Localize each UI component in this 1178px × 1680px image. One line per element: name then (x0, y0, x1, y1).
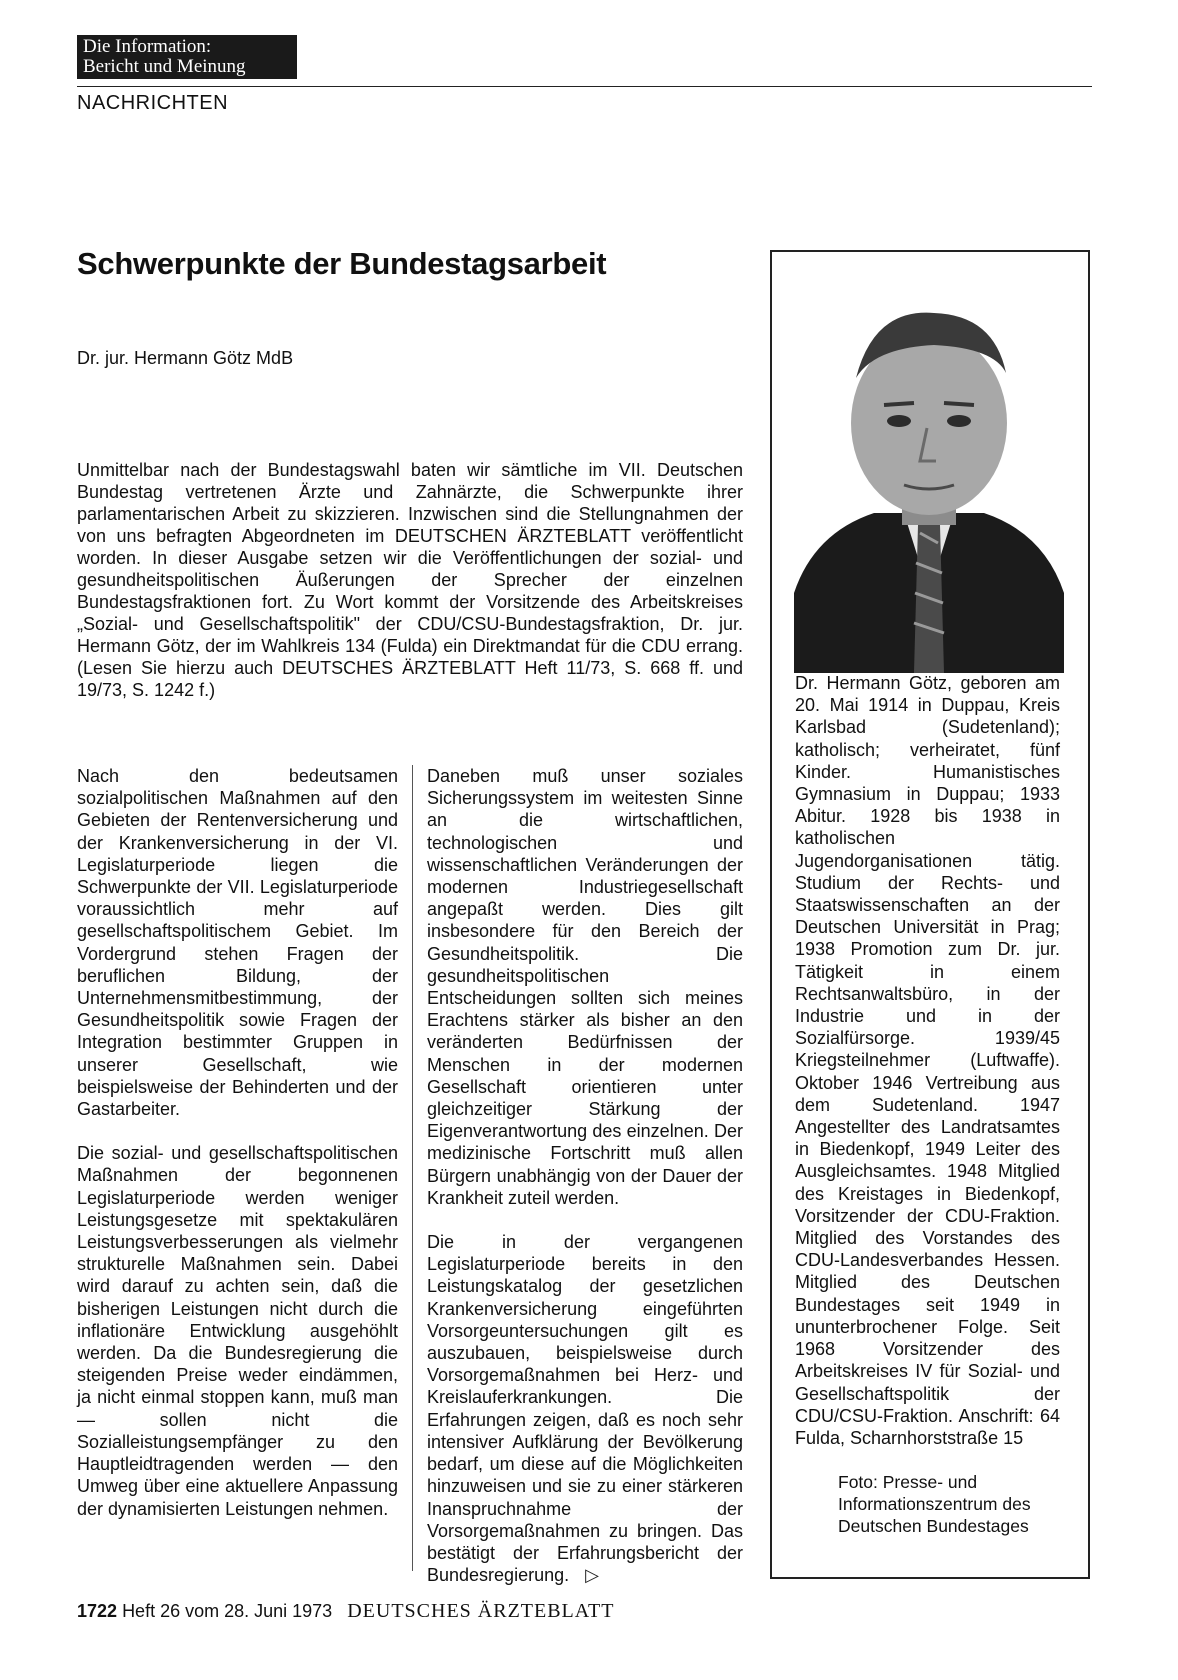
continue-arrow-icon: ▷ (585, 1565, 599, 1586)
article-column-1 (77, 765, 398, 1542)
column-divider (412, 765, 413, 1571)
paragraph: Nach den bedeutsamen sozialpolitischen Maßnahmen auf den Gebieten der Rentenversicherung und der Krankenversicherung in der VI. Legislaturperiode liegen die Schwerpunkte der VII. Legislaturperiode voraussichtlich mehr auf gesellschaftspolitischem Gebiet. Im Vordergrund stehen Fragen der beruflichen Bildung, der Unternehmensmitbestimmung, der Gesundheitspolitik sowie Fragen der Integration bestimmter Gruppen in unserer Gesellschaft, wie beispielsweise der Behinderten und der Gastarbeiter. (77, 766, 398, 1120)
paragraph: Die sozial- und gesellschaftspolitischen Maßnahmen der begonnenen Legislaturperiode werden weniger Leistungsgesetze mit spektakulären Leistungsverbesserungen als vielmehr strukturelle Maßnahmen sein. Dabei wird darauf zu achten sein, daß die bisherigen Leistungen nicht durch die inflationäre Entwicklung ausgehöhlt werden. Da die Bundesregierung die steigenden Preise weder eindämmen, ja nicht einmal stoppen kann, muß man — sollen nicht die Sozialleistungsempfänger zu den Hauptleidtragenden werden — den Umweg über eine aktuellere Anpassung der dynamisierten Leistungen nehmen. (77, 1143, 398, 1519)
paragraph-text: Die in der vergangenen Legislaturperiode bereits in den Leistungskatalog der gesetzlichen Krankenversicherung eingeführten Vorsorgeuntersuchungen gilt es auszubauen, beispielsweise durch Vorsorgemaßnahmen bei Herz- und Kreislauferkrankungen. Die Erfahrungen zeigen, daß es noch sehr intensiver Aufklärung der Bevölkerung bedarf, um diese auf die Möglichkeiten hinzuweisen und sie zu einer stärkeren Inanspruchnahme der Vorsorgemaßnahmen zu bringen. Das bestätigt der Erfahrungsbericht der Bundesregierung. (427, 1232, 743, 1586)
badge-line-2: Bericht und Meinung (83, 56, 246, 77)
article-title: Schwerpunkte der Bundestagsarbeit (77, 246, 607, 281)
page-number: 1722 (77, 1601, 118, 1621)
photo-credit-line: Informationszentrum des (838, 1494, 1031, 1514)
section-label: NACHRICHTEN (77, 92, 229, 114)
photo-credit-line: Deutschen Bundestages (838, 1516, 1029, 1536)
article-author: Dr. jur. Hermann Götz MdB (77, 348, 294, 368)
article-intro: Unmittelbar nach der Bundestagswahl baten wir sämtliche im VII. Deutschen Bundestag vertretenen Ärzte und Zahnärzte, die Schwerpunkte ihrer parlamentarischen Arbeit zu skizzieren. Inzwischen sind die Stellungnahmen der von uns befragten Abgeordneten im DEUTSCHEN ÄRZTEBLATT veröffentlicht worden. In dieser Ausgabe setzen wir die Veröffentlichungen der sozial- und gesundheitspolitischen Äußerungen der Sprecher der einzelnen Bundestagsfraktionen fort. Zu Wort kommt der Vorsitzende des Arbeitskreises „Sozial- und Gesellschaftspolitik" der CDU/CSU-Bundestagsfraktion, Dr. jur. Hermann Götz, der im Wahlkreis 134 (Fulda) ein Direktmandat für die CDU errang. (Lesen Sie hierzu auch DEUTSCHES ÄRZTEBLATT Heft 11/73, S. 668 ff. und 19/73, S. 1242 f.) (77, 460, 743, 700)
issue-info: Heft 26 vom 28. Juni 1973 (122, 1601, 333, 1621)
section-badge (77, 35, 297, 79)
header-divider (77, 86, 1092, 87)
author-biography: Dr. Hermann Götz, geboren am 20. Mai 1914 in Duppau, Kreis Karlsbad (Sudetenland); katholisch; verheiratet, fünf Kinder. Humanistisches Gymnasium in Duppau; 1933 Abitur. 1928 bis 1938 in katholischen Jugendorganisationen tätig. Studium der Rechts- und Staatswissenschaften an der Deutschen Universität in Prag; 1938 Promotion zum Dr. jur. Tätigkeit in einem Rechtsanwaltsbüro, in der Industrie und in der Sozialfürsorge. 1939/45 Kriegsteilnehmer (Luftwaffe). Oktober 1946 Vertreibung aus dem Sudetenland. 1947 Angestellter des Landratsamtes in Biedenkopf, 1949 Leiter des Ausgleichsamtes. 1948 Mitglied des Kreistages in Biedenkopf, Vorsitzender der CDU-Fraktion. Mitglied des Vorstandes des CDU-Landesverbandes Hessen. Mitglied des Deutschen Bundestages seit 1949 in ununterbrochener Folge. Seit 1968 Vorsitzender des Arbeitskreises IV für Sozial- und Gesellschaftspolitik der CDU/CSU-Fraktion. Anschrift: 64 Fulda, Scharnhorststraße 15 (795, 673, 1060, 1448)
paragraph: Daneben muß unser soziales Sicherungssystem im weitesten Sinne an die wirtschaftlichen, technologischen und wissenschaftlichen Veränderungen der modernen Industriegesellschaft angepaßt werden. Dies gilt insbesondere für den Bereich der Gesundheitspolitik. Die gesundheitspolitischen Entscheidungen sollten sich meines Erachtens stärker als bisher an den veränderten Bedürfnissen der Menschen in der modernen Gesellschaft orientieren unter gleichzeitiger Stärkung der Eigenverantwortung des einzelnen. Der medizinische Fortschritt muß allen Bürgern unabhängig von der Dauer der Krankheit zuteil werden. (427, 766, 743, 1208)
publication-name: DEUTSCHES ÄRZTEBLATT (347, 1600, 615, 1622)
photo-credit-line: Foto: Presse- und (838, 1472, 978, 1492)
article-column-2 (427, 765, 743, 1608)
page-footer (77, 1600, 614, 1623)
badge-line-1: Die Information: (83, 36, 212, 57)
author-portrait (794, 293, 1064, 673)
photo-credit (838, 1471, 1070, 1537)
paragraph (427, 1231, 743, 1586)
